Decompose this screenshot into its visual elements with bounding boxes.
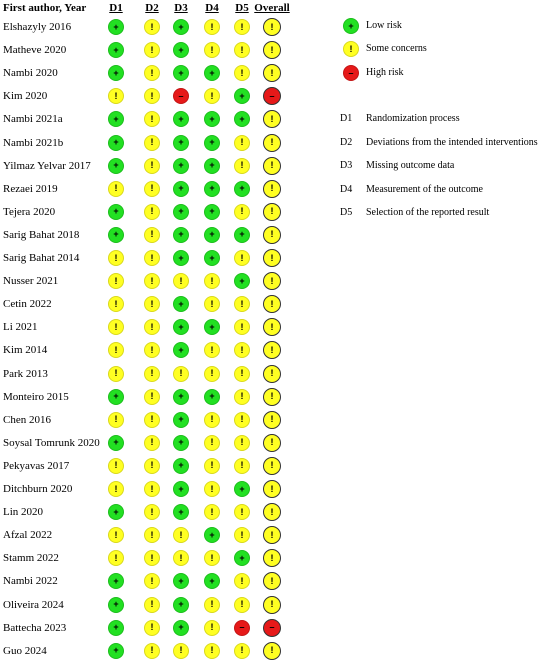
domain-low-dot: +	[204, 250, 220, 266]
study-label: Soysal Tomrunk 2020	[3, 436, 100, 449]
domain-some-dot: !	[234, 158, 250, 174]
domain-some-dot: !	[108, 88, 124, 104]
domain-some-dot: !	[108, 458, 124, 474]
domain-low-dot: +	[204, 319, 220, 335]
domain-low-dot: +	[108, 135, 124, 151]
domain-low-dot: +	[234, 550, 250, 566]
overall-some-dot: !	[263, 341, 281, 359]
study-label: Tejera 2020	[3, 205, 56, 218]
overall-some-dot: !	[263, 157, 281, 175]
column-header-d5: D5	[235, 2, 249, 14]
domain-some-dot: !	[144, 643, 160, 659]
domain-some-dot: !	[204, 296, 220, 312]
domain-low-dot: +	[173, 389, 189, 405]
domain-some-dot: !	[234, 435, 250, 451]
domain-some-dot: !	[108, 181, 124, 197]
domain-low-dot: +	[234, 181, 250, 197]
domain-low-dot: +	[173, 111, 189, 127]
domain-low-dot: +	[204, 111, 220, 127]
domain-some-dot: !	[144, 389, 160, 405]
domain-some-dot: !	[144, 435, 160, 451]
study-label: Stamm 2022	[3, 552, 59, 565]
domain-low-dot: +	[173, 158, 189, 174]
domain-some-dot: !	[144, 19, 160, 35]
column-header-d3: D3	[174, 2, 188, 14]
domain-some-dot: !	[108, 550, 124, 566]
domain-low-dot: +	[108, 620, 124, 636]
study-label: Cetin 2022	[3, 298, 52, 311]
legend-label: High risk	[366, 67, 404, 78]
domain-some-dot: !	[144, 65, 160, 81]
study-label: Guo 2024	[3, 644, 47, 657]
domain-some-dot: !	[173, 527, 189, 543]
domain-some-dot: !	[144, 273, 160, 289]
overall-some-dot: !	[263, 64, 281, 82]
domain-low-dot: +	[173, 597, 189, 613]
overall-some-dot: !	[263, 457, 281, 475]
overall-some-dot: !	[263, 411, 281, 429]
domain-some-dot: !	[108, 250, 124, 266]
domain-low-dot: +	[108, 158, 124, 174]
domain-code: D5	[340, 207, 353, 218]
overall-some-dot: !	[263, 434, 281, 452]
study-label: Nambi 2021a	[3, 113, 63, 126]
study-label: Sarig Bahat 2018	[3, 228, 80, 241]
column-header-overall: Overall	[254, 2, 290, 14]
domain-some-dot: !	[144, 620, 160, 636]
domain-low-dot: +	[108, 204, 124, 220]
domain-low-dot: +	[173, 19, 189, 35]
domain-some-dot: !	[144, 42, 160, 58]
study-label: Chen 2016	[3, 413, 51, 426]
domain-low-dot: +	[204, 158, 220, 174]
overall-some-dot: !	[263, 318, 281, 336]
overall-some-dot: !	[263, 388, 281, 406]
domain-some-dot: !	[108, 481, 124, 497]
study-label: Nambi 2020	[3, 67, 58, 80]
domain-some-dot: !	[173, 550, 189, 566]
domain-some-dot: !	[144, 181, 160, 197]
domain-some-dot: !	[234, 250, 250, 266]
domain-low-dot: +	[173, 227, 189, 243]
overall-some-dot: !	[263, 295, 281, 313]
domain-some-dot: !	[144, 504, 160, 520]
domain-some-dot: !	[204, 481, 220, 497]
overall-some-dot: !	[263, 18, 281, 36]
overall-some-dot: !	[263, 549, 281, 567]
column-header-d2: D2	[145, 2, 159, 14]
domain-low-dot: +	[173, 65, 189, 81]
study-label: Lin 2020	[3, 506, 44, 519]
domain-low-dot: +	[173, 458, 189, 474]
study-label: Matheve 2020	[3, 44, 67, 57]
domain-some-dot: !	[234, 504, 250, 520]
study-label: Kim 2020	[3, 90, 48, 103]
domain-some-dot: !	[144, 319, 160, 335]
domain-some-dot: !	[234, 389, 250, 405]
domain-code: D4	[340, 183, 353, 195]
study-label: Oliveira 2024	[3, 598, 64, 611]
domain-some-dot: !	[204, 643, 220, 659]
domain-low-dot: +	[108, 597, 124, 613]
domain-some-dot: !	[144, 481, 160, 497]
overall-some-dot: !	[263, 596, 281, 614]
domain-some-dot: !	[234, 204, 250, 220]
domain-some-dot: !	[144, 111, 160, 127]
domain-some-dot: !	[204, 435, 220, 451]
domain-some-dot: !	[204, 412, 220, 428]
domain-low-dot: +	[108, 573, 124, 589]
legend-low-dot: +	[343, 18, 359, 34]
study-label: Battecha 2023	[3, 621, 67, 634]
overall-some-dot: !	[263, 203, 281, 221]
overall-high-dot: –	[263, 619, 281, 637]
domain-some-dot: !	[144, 550, 160, 566]
study-label: Kim 2014	[3, 344, 48, 357]
domain-low-dot: +	[108, 65, 124, 81]
column-header-d1: D1	[109, 2, 123, 14]
domain-some-dot: !	[234, 458, 250, 474]
domain-some-dot: !	[204, 342, 220, 358]
domain-some-dot: !	[204, 366, 220, 382]
domain-low-dot: +	[108, 19, 124, 35]
domain-low-dot: +	[173, 573, 189, 589]
domain-some-dot: !	[204, 504, 220, 520]
domain-low-dot: +	[234, 88, 250, 104]
domain-some-dot: !	[108, 366, 124, 382]
overall-some-dot: !	[263, 272, 281, 290]
domain-low-dot: +	[204, 65, 220, 81]
domain-low-dot: +	[173, 342, 189, 358]
domain-low-dot: +	[173, 481, 189, 497]
domain-some-dot: !	[144, 227, 160, 243]
domain-low-dot: +	[108, 643, 124, 659]
domain-low-dot: +	[173, 435, 189, 451]
domain-some-dot: !	[204, 42, 220, 58]
domain-low-dot: +	[204, 573, 220, 589]
domain-low-dot: +	[234, 481, 250, 497]
domain-some-dot: !	[234, 527, 250, 543]
domain-low-dot: +	[173, 181, 189, 197]
domain-low-dot: +	[173, 204, 189, 220]
study-label: Elshazyly 2016	[3, 21, 72, 33]
legend-high-dot: –	[343, 65, 359, 81]
domain-low-dot: +	[108, 504, 124, 520]
overall-some-dot: !	[263, 480, 281, 498]
domain-some-dot: !	[173, 366, 189, 382]
domain-some-dot: !	[234, 296, 250, 312]
domain-low-dot: +	[173, 135, 189, 151]
column-header-d4: D4	[205, 2, 219, 14]
overall-some-dot: !	[263, 134, 281, 152]
study-label: Nambi 2022	[3, 575, 58, 588]
study-label: Ditchburn 2020	[3, 483, 73, 495]
domain-some-dot: !	[234, 65, 250, 81]
domain-code: D1	[340, 113, 353, 124]
study-label: Monteiro 2015	[3, 390, 69, 403]
domain-low-dot: +	[204, 135, 220, 151]
domain-low-dot: +	[234, 273, 250, 289]
domain-low-dot: +	[204, 181, 220, 197]
domain-some-dot: !	[234, 643, 250, 659]
domain-name: Randomization process	[366, 113, 460, 124]
study-label: Nambi 2021b	[3, 136, 64, 149]
overall-some-dot: !	[263, 642, 281, 660]
domain-some-dot: !	[144, 458, 160, 474]
column-header-study: First author, Year	[3, 2, 87, 14]
domain-low-dot: +	[173, 504, 189, 520]
domain-some-dot: !	[144, 366, 160, 382]
domain-some-dot: !	[234, 412, 250, 428]
domain-name: Measurement of the outcome	[366, 183, 483, 195]
domain-some-dot: !	[144, 597, 160, 613]
overall-high-dot: –	[263, 87, 281, 105]
domain-some-dot: !	[108, 342, 124, 358]
domain-some-dot: !	[108, 527, 124, 543]
domain-some-dot: !	[204, 19, 220, 35]
domain-some-dot: !	[144, 135, 160, 151]
domain-low-dot: +	[173, 296, 189, 312]
overall-some-dot: !	[263, 226, 281, 244]
domain-code: D2	[340, 136, 353, 148]
legend-some-dot: !	[343, 41, 359, 57]
domain-high-dot: –	[234, 620, 250, 636]
domain-some-dot: !	[234, 19, 250, 35]
domain-low-dot: +	[108, 227, 124, 243]
domain-low-dot: +	[173, 42, 189, 58]
domain-low-dot: +	[173, 319, 189, 335]
domain-code: D3	[340, 160, 353, 171]
domain-some-dot: !	[144, 250, 160, 266]
overall-some-dot: !	[263, 503, 281, 521]
domain-some-dot: !	[204, 273, 220, 289]
domain-some-dot: !	[144, 573, 160, 589]
study-label: Afzal 2022	[3, 529, 53, 542]
domain-some-dot: !	[144, 527, 160, 543]
overall-some-dot: !	[263, 526, 281, 544]
domain-some-dot: !	[173, 273, 189, 289]
overall-some-dot: !	[263, 249, 281, 267]
domain-some-dot: !	[204, 88, 220, 104]
domain-low-dot: +	[108, 42, 124, 58]
domain-low-dot: +	[204, 389, 220, 405]
domain-some-dot: !	[108, 319, 124, 335]
domain-some-dot: !	[144, 88, 160, 104]
domain-some-dot: !	[234, 135, 250, 151]
domain-some-dot: !	[234, 366, 250, 382]
domain-low-dot: +	[204, 227, 220, 243]
domain-some-dot: !	[108, 296, 124, 312]
domain-some-dot: !	[204, 620, 220, 636]
domain-some-dot: !	[144, 412, 160, 428]
overall-some-dot: !	[263, 365, 281, 383]
domain-some-dot: !	[204, 597, 220, 613]
study-label: Sarig Bahat 2014	[3, 252, 80, 264]
domain-some-dot: !	[234, 573, 250, 589]
domain-name: Deviations from the intended interventions	[366, 136, 538, 148]
overall-some-dot: !	[263, 572, 281, 590]
domain-name: Selection of the reported result	[366, 207, 490, 218]
domain-low-dot: +	[108, 111, 124, 127]
legend-label: Some concerns	[366, 43, 427, 54]
domain-some-dot: !	[144, 342, 160, 358]
study-label: Yilmaz Yelvar 2017	[3, 159, 91, 172]
overall-some-dot: !	[263, 41, 281, 59]
domain-high-dot: –	[173, 88, 189, 104]
domain-some-dot: !	[173, 643, 189, 659]
domain-some-dot: !	[204, 550, 220, 566]
domain-some-dot: !	[108, 273, 124, 289]
overall-some-dot: !	[263, 110, 281, 128]
domain-some-dot: !	[234, 342, 250, 358]
domain-low-dot: +	[234, 111, 250, 127]
domain-some-dot: !	[204, 458, 220, 474]
domain-low-dot: +	[108, 435, 124, 451]
domain-some-dot: !	[234, 319, 250, 335]
study-label: Nusser 2021	[3, 275, 59, 288]
domain-some-dot: !	[144, 204, 160, 220]
domain-some-dot: !	[234, 42, 250, 58]
domain-low-dot: +	[108, 389, 124, 405]
study-label: Pekyavas 2017	[3, 459, 70, 472]
domain-low-dot: +	[234, 227, 250, 243]
study-label: Park 2013	[3, 367, 48, 380]
domain-some-dot: !	[234, 597, 250, 613]
study-label: Li 2021	[3, 321, 38, 334]
domain-some-dot: !	[108, 412, 124, 428]
domain-name: Missing outcome data	[366, 160, 455, 171]
domain-low-dot: +	[173, 620, 189, 636]
domain-low-dot: +	[204, 204, 220, 220]
domain-some-dot: !	[144, 158, 160, 174]
domain-low-dot: +	[173, 250, 189, 266]
overall-some-dot: !	[263, 180, 281, 198]
study-label: Rezaei 2019	[3, 182, 58, 195]
legend-label: Low risk	[366, 20, 402, 31]
domain-low-dot: +	[173, 412, 189, 428]
domain-some-dot: !	[144, 296, 160, 312]
domain-low-dot: +	[204, 527, 220, 543]
